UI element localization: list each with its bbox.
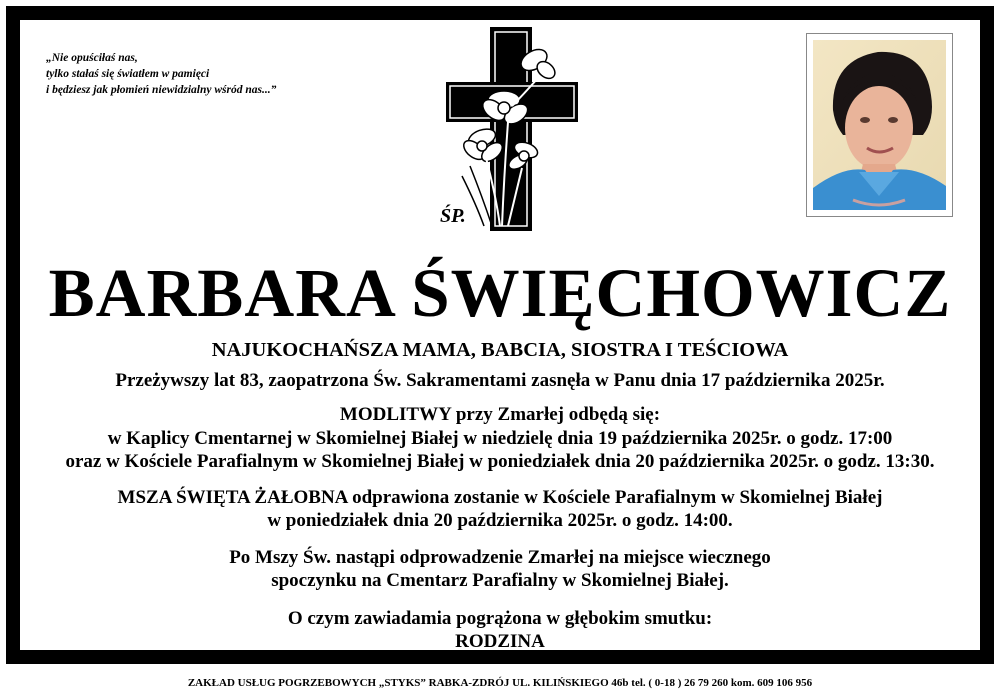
family-signature: RODZINA [455, 631, 545, 652]
prayers-line-1: w Kaplicy Cmentarnej w Skomielnej Białej w niedzielę dnia 19 października 2025r. o godz. 17:00 [107, 428, 893, 449]
portrait-photo [806, 33, 953, 217]
prayers-line-2: oraz w Kościele Parafialnym w Skomielnej Białej w poniedziałek dnia 20 października 2025r. o godz. 13:30. [65, 451, 935, 472]
relation-line: NAJUKOCHAŃSZA MAMA, BABCIA, SIOSTRA I TEŚCIOWA [211, 339, 789, 361]
quote-line-3: i będziesz jak płomień niewidzialny wśród nas...” [46, 84, 277, 96]
burial-line-1: Po Mszy Św. nastąpi odprowadzenie Zmarłej na miejsce wiecznego [229, 547, 771, 568]
burial-line-2: spoczynku na Cmentarz Parafialny w Skomielnej Białej. [271, 570, 729, 591]
quote-line-2: tylko stałaś się światłem w pamięci [46, 68, 210, 80]
mass-line-2: w poniedziałek dnia 20 października 2025r. o godz. 14:00. [267, 510, 733, 531]
memorial-quote [46, 50, 276, 98]
deceased-name: BARBARA ŚWIĘCHOWICZ [48, 255, 952, 331]
quote-line-1: „Nie opuściłaś nas, [46, 52, 138, 64]
sp-label: ŚP. [440, 205, 466, 227]
funeral-home-footer: ZAKŁAD USŁUG POGRZEBOWYCH „STYKS” RABKA-ZDRÓJ UL. KILIŃSKIEGO 46b tel. ( 0-18 ) 26 79 260 kom. 609 106 956 [187, 677, 813, 689]
mass-line-1: MSZA ŚWIĘTA ŻAŁOBNA odprawiona zostanie w Kościele Parafialnym w Skomielnej Białej [117, 487, 883, 508]
cross-with-lilies-icon [442, 26, 582, 232]
prayers-heading: MODLITWY przy Zmarłej odbędą się: [339, 404, 661, 425]
death-info: Przeżywszy lat 83, zaopatrzona Św. Sakramentami zasnęła w Panu dnia 17 października 2025r. [115, 370, 885, 391]
portrait-image [813, 40, 946, 210]
closing-line: O czym zawiadamia pogrążona w głębokim smutku: [287, 608, 713, 629]
